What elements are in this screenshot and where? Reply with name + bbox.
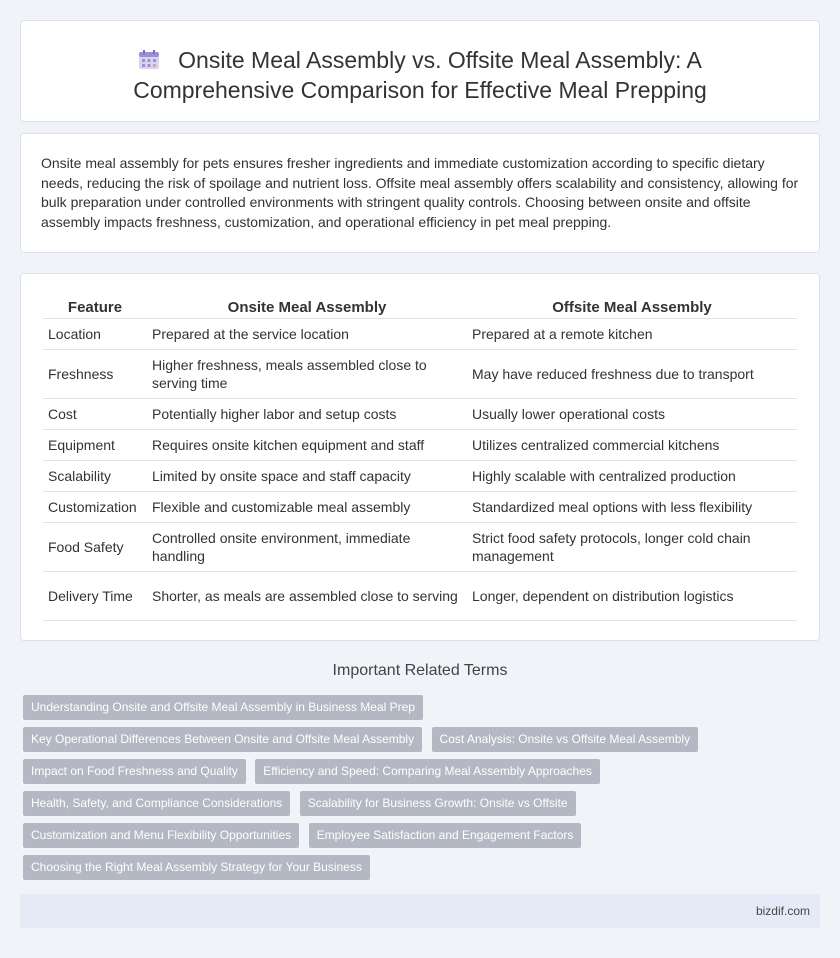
related-term-link[interactable]: Choosing the Right Meal Assembly Strategy for Your Business	[23, 855, 370, 880]
table-row	[43, 318, 797, 349]
footer	[20, 894, 820, 928]
onsite-cell: Limited by onsite space and staff capacity	[147, 460, 467, 491]
title-card	[20, 20, 820, 122]
onsite-cell: Requires onsite kitchen equipment and staff	[147, 429, 467, 460]
onsite-cell: Prepared at the service location	[147, 318, 467, 349]
feature-cell: Delivery Time	[43, 571, 147, 620]
intro-paragraph: Onsite meal assembly for pets ensures fresher ingredients and immediate customization according to specific dietary needs, reducing the risk of spoilage and nutrient loss. Offsite meal assembly offers scalability and consistency, allowing for bulk preparation under controlled environments with stringent quality controls. Choosing between onsite and offsite assembly impacts freshness, customization, and operational efficiency in pet meal prepping.	[41, 155, 799, 230]
related-term-link[interactable]: Customization and Menu Flexibility Opportunities	[23, 823, 299, 848]
offsite-cell: Utilizes centralized commercial kitchens	[467, 429, 797, 460]
feature-cell: Freshness	[43, 349, 147, 398]
comparison-card	[20, 273, 820, 641]
offsite-cell: Standardized meal options with less flexibility	[467, 491, 797, 522]
feature-cell: Food Safety	[43, 522, 147, 571]
onsite-cell: Potentially higher labor and setup costs	[147, 398, 467, 429]
related-term-link[interactable]: Understanding Onsite and Offsite Meal Assembly in Business Meal Prep	[23, 695, 423, 720]
offsite-cell: Highly scalable with centralized production	[467, 460, 797, 491]
footer-site-link[interactable]: bizdif.com	[755, 904, 810, 918]
onsite-cell: Higher freshness, meals assembled close to serving time	[147, 349, 467, 398]
table-row	[43, 491, 797, 522]
related-term-link[interactable]: Impact on Food Freshness and Quality	[23, 759, 246, 784]
related-term-link[interactable]: Health, Safety, and Compliance Considerations	[23, 791, 290, 816]
onsite-cell: Controlled onsite environment, immediate handling	[147, 522, 467, 571]
page-title	[51, 45, 789, 105]
calendar-icon	[138, 47, 160, 67]
table-row	[43, 522, 797, 571]
table-row	[43, 398, 797, 429]
feature-cell: Cost	[43, 398, 147, 429]
title-line-1: Onsite Meal Assembly vs. Offsite Meal Assembly: A	[178, 47, 702, 73]
header-offsite: Offsite Meal Assembly	[467, 296, 797, 318]
related-terms-list	[23, 695, 813, 887]
header-feature: Feature	[43, 296, 147, 318]
related-term-link[interactable]: Scalability for Business Growth: Onsite vs Offsite	[300, 791, 576, 816]
offsite-cell: Prepared at a remote kitchen	[467, 318, 797, 349]
onsite-cell: Shorter, as meals are assembled close to serving	[147, 571, 467, 620]
feature-cell: Customization	[43, 491, 147, 522]
onsite-cell: Flexible and customizable meal assembly	[147, 491, 467, 522]
header-onsite: Onsite Meal Assembly	[147, 296, 467, 318]
feature-cell: Equipment	[43, 429, 147, 460]
offsite-cell: May have reduced freshness due to transport	[467, 349, 797, 398]
comparison-table	[43, 296, 797, 621]
feature-cell: Location	[43, 318, 147, 349]
intro-card	[20, 133, 820, 253]
related-term-link[interactable]: Cost Analysis: Onsite vs Offsite Meal Assembly	[432, 727, 699, 752]
table-row	[43, 349, 797, 398]
table-header-row	[43, 296, 797, 318]
offsite-cell: Strict food safety protocols, longer cold chain management	[467, 522, 797, 571]
title-line-2: Comprehensive Comparison for Effective Meal Prepping	[133, 77, 707, 103]
related-terms-heading: Important Related Terms	[332, 662, 508, 679]
feature-cell: Scalability	[43, 460, 147, 491]
table-row	[43, 460, 797, 491]
related-term-link[interactable]: Key Operational Differences Between Onsite and Offsite Meal Assembly	[23, 727, 422, 752]
offsite-cell: Longer, dependent on distribution logistics	[467, 571, 797, 620]
table-row	[43, 571, 797, 620]
offsite-cell: Usually lower operational costs	[467, 398, 797, 429]
table-row	[43, 429, 797, 460]
related-term-link[interactable]: Employee Satisfaction and Engagement Factors	[309, 823, 582, 848]
related-term-link[interactable]: Efficiency and Speed: Comparing Meal Assembly Approaches	[255, 759, 600, 784]
